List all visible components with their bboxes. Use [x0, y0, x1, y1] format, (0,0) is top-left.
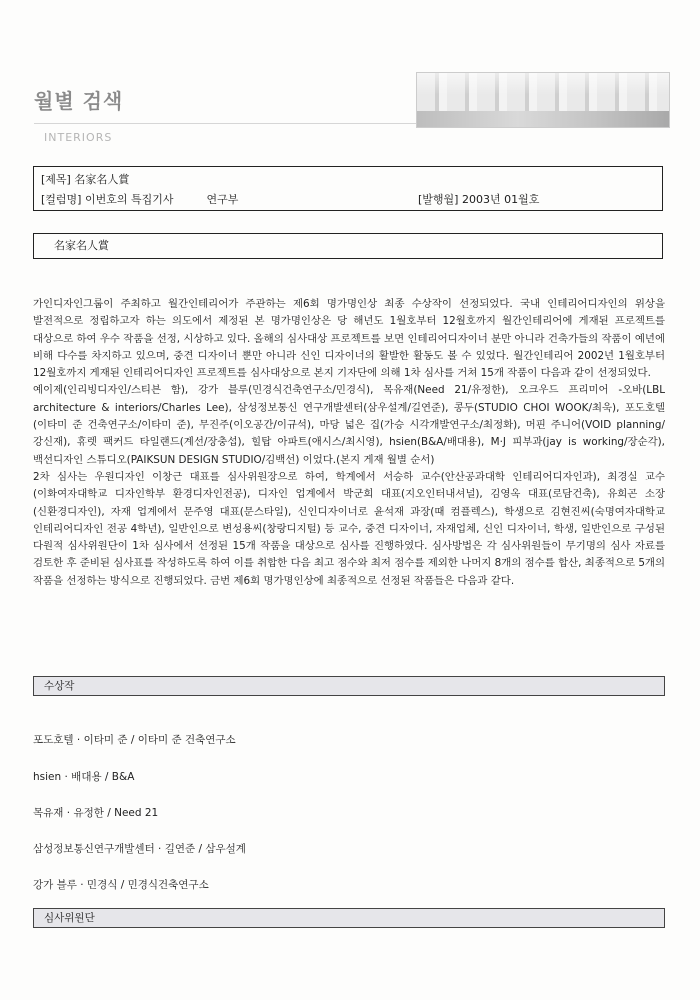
column-label: [컬럼명]	[41, 193, 82, 206]
column-row	[41, 191, 238, 208]
header-interior-photo	[416, 72, 670, 128]
article-body	[33, 296, 665, 590]
winner-item: 강가 블루 · 민경식 / 민경식건축연구소	[33, 879, 209, 891]
page-title: 월별 검색	[34, 89, 124, 113]
column-value: 이번호의 특집기사	[84, 193, 174, 206]
body-paragraph-intro: 가인디자인그룹이 주최하고 월간인테리어가 주관하는 제6회 명가명인상 최종 수상작이 선정되었다. 국내 인테리어디자인의 위상을 발전적으로 정립하고자 하는 의도에서 제정된 본 명가명인상은 당 해년도 1월호부터 12월호까지 월간인테리어에 게재된 프로젝트를 대상으로 하여 우수 작품을 선정, 시상하고 있다. 올해의 심사대상 프로젝트를 보면 인테리어디자이너 분만 아니라 건축가들의 작품이 예년에 비해 다수를 차지하고 있으며, 중견 디자이너 뿐만 아니라 신인 디자이너의 활발한 활동도 볼 수 있었다. 월간인테리어 2002년 1월호부터 12월호까지 게재된 인테리어디자인 프로젝트를 심사대상으로 본지 기자단에 의해 1차 심사를 거쳐 15개 작품이 다음과 같이 선정되었다.	[33, 298, 665, 380]
page-subtitle: INTERIORS	[44, 131, 113, 144]
issue-value: 2003년 01월호	[461, 193, 540, 206]
issue-row	[418, 191, 539, 208]
article-info-box	[33, 166, 663, 211]
winner-item: 포도호텔 · 이타미 준 / 이타미 준 건축연구소	[33, 734, 236, 746]
winners-section-header: 수상작	[33, 676, 665, 696]
winner-item: hsien · 배대용 / B&A	[33, 771, 135, 783]
issue-label: [발행월]	[418, 193, 459, 206]
author-value: 연구부	[206, 193, 239, 206]
title-value: 名家名人賞	[74, 173, 130, 186]
title-label: [제목]	[41, 173, 71, 186]
winner-item: 삼성정보통신연구개발센터 · 길연준 / 삼우설계	[33, 843, 246, 855]
winner-item: 목유재 · 유정한 / Need 21	[33, 807, 159, 819]
header-divider	[34, 123, 416, 124]
body-paragraph-judging: 2차 심사는 우원디자인 이창근 대표를 심사위원장으로 하여, 학계에서 서승하 교수(안산공과대학 인테리어디자인과), 최경실 교수(이화여자대학교 디자인학부 환경디자인전공), 디자인 업계에서 박군희 대표(지오인터내셔널), 김영옥 대표(로담건축), 유희곤 소장(신환경디자인), 자재 업계에서 문주영 대표(문스타일), 신인디자이너로 윤석재 과장(때 컴플렉스), 학생으로 김현진씨(숙명여자대학교 인테리어디자인 전공 4학년), 일반인으로 변성용씨(창랑디지털) 등 교수, 중견 디자이너, 자재업체, 신인 디자이너, 학생, 일반인으로 구성된 다원적 심사위원단이 1차 심사에서 선정된 15개 작품을 대상으로 심사를 진행하였다. 심사방법은 각 심사위원들이 무기명의 심사 자료를 검토한 후 준비된 심사표를 작성하도록 하여 이를 취합한 다음 최고 점수와 최저 점수를 제외한 나머지 8개의 점수를 합산, 최종적으로 5개의 작품을 선정하는 방식으로 진행되었다. 금번 제6회 명가명인상에 최종적으로 선정된 작품들은 다음과 같다.	[33, 470, 665, 587]
body-paragraph-nominees: 예이제(인리빙디자인/스티븐 함), 강가 블루(민경식건축연구소/민경식), 목유재(Need 21/유정한), 오크우드 프리미어 -오바(LBL architecture & interiors/Charles Lee), 삼성정보통신 연구개발센터(삼우설계/길연준), 콩두(STUDIO CHOI WOOK/최욱), 포도호텔(이타미 준 건축연구소/이타미 준), 무진주(이오공간/이규석), 마당 넓은 집(가승 시각개발연구소/최정화), 머핀 주니어(VOID planning/강신재), 휴렛 팩커드 타일랜드(계선/장충섭), 힐탑 아파트(애시스/최시영), hsien(B&A/배대용), M·J 피부과(jay is working/장순각), 백선디자인 스튜디오(PAIKSUN DESIGN STUDIO/김백선) 이었다.(본지 게재 월별 순서)	[33, 384, 665, 466]
title-row	[41, 171, 129, 188]
judges-section-header: 심사위원단	[33, 908, 665, 928]
article-title: 名家名人賞	[33, 233, 663, 259]
